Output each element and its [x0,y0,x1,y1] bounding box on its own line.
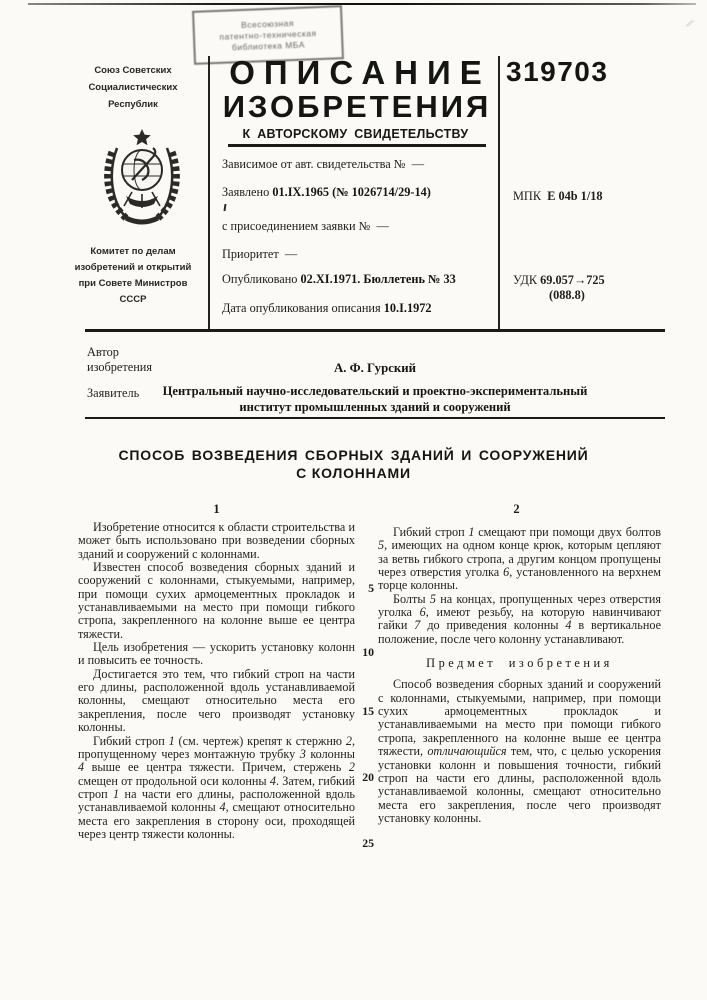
claims-paragraph: Способ возведения сборных зданий и сооружений с колоннами, стыкуемыми, например, при помощи сухих армоцементных прокладок и устанавливаемыми на место при помощи гибкого стропа, закрепленного на колонне выше ее центра тяжести, отличающийся тем, что, с целью ускорения установки колонн и повышения точности, гибкий строп на части его длины, расположенной вдоль устанавливаемой колонны, смещают относительно места его закрепления, после чего производят установку колонны. [378,677,661,825]
emblem-star [133,129,151,145]
line-number-15: 15 [362,704,374,718]
paragraph: Изобретение относится к области строительства и может быть использовано при возведении сборных зданий и сооружений с колоннами. [78,520,355,561]
committee-name [52,244,214,308]
body-column-left [78,521,355,841]
document-title-line2: ИЗОБРЕТЕНИЯ [222,89,492,124]
udk-classification-secondary: (088.8) [549,288,585,302]
header-divider-left [208,56,210,330]
column-number-1: 1 [213,502,220,516]
mpk-value: E 04b 1/18 [547,189,603,203]
section-rule-bottom [85,417,665,419]
committee-line: изобретений и открытий [74,262,192,273]
union-name-line: Социалистических [88,82,178,93]
line-number-5: 5 [368,581,374,595]
author-label-line: изобретения [87,360,153,374]
field-dependent-certificate [222,157,494,172]
paragraph: Цель изобретения — ускорить установку колонн и повысить ее точность. [78,640,355,668]
union-name-line: Союз Советских [94,65,172,76]
committee-line: СССР [119,294,147,305]
field-value: — [376,219,389,233]
mpk-label: МПК [513,189,542,203]
committee-line: при Совете Министров [78,278,188,289]
field-joined-application [222,219,494,234]
field-priority [222,247,494,262]
field-label: Заявлено [222,185,270,199]
ussr-coat-of-arms-icon [96,126,188,232]
applicant-label: Заявитель [87,386,140,400]
section-rule-top [85,329,665,332]
ink-artifact [224,204,227,211]
union-name-line: Республик [108,99,158,110]
union-name [58,62,208,113]
paragraph: Известен способ возведения сборных зданий и сооружений с колоннами, стыкуемыми, например, при помощи сухих армоцементных прокладок и устанавливаемыми на место при помощи гибкого стропа, закрепленного на колонне выше ее центра тяжести. [78,560,355,641]
patent-number: 319703 [506,56,609,87]
field-label: с присоединением заявки № [222,219,371,233]
applicant-name-line2: институт промышленных зданий и сооружений [239,400,511,414]
invention-title-line1: СПОСОБ ВОЗВЕДЕНИЯ СБОРНЫХ ЗДАНИЙ И СООРУЖЕНИЙ [118,447,589,463]
invention-title-line2: С КОЛОННАМИ [296,465,411,481]
field-value: 01.IX.1965 (№ 1026714/29-14) [272,185,431,199]
claims-heading: Предмет изобретения [426,656,613,671]
body-column-right [378,526,661,825]
author-label-line: Автор [87,345,119,359]
field-description-date [222,301,494,316]
stamp-line: библиотека МБА [231,39,306,52]
field-label: Дата опубликования описания [222,301,381,315]
field-label: Зависимое от авт. свидетельства № [222,157,406,171]
scan-corner-artifact: ⁄⁄ [686,17,693,31]
paragraph: Болты 5 на концах, пропущенных через отверстия уголка 6, имеют резьбу, на которую навинчивают гайки 7 до приведения колонны 4 в вертикальное положение, после чего колонну устанавливают. [378,591,661,646]
applicant-name-line1: Центральный научно-исследовательский и проектно-экспериментальный [162,384,588,398]
field-label: Опубликовано [222,272,298,286]
column-number-2: 2 [513,502,520,516]
committee-line: Комитет по делам [90,246,176,257]
line-number-25: 25 [362,836,374,850]
udk-classification [513,273,605,288]
field-published [222,272,494,287]
header-divider-right [498,56,500,330]
field-label: Приоритет [222,247,279,261]
udk-label: УДК [513,273,538,287]
line-number-10: 10 [362,645,374,659]
field-value: 02.XI.1971. Бюллетень № 33 [300,272,456,286]
field-value: — [411,157,424,171]
paragraph: Гибкий строп 1 смещают при помощи двух болтов 5, имеющих на одном конце крюк, которым цепляют за ветвь гибкого стропа, а другим концом пропущены через отверстия уголка 6, установленного на верхнем торце колонны. [378,525,661,593]
field-filed-date [222,185,494,200]
document-subtitle: К АВТОРСКОМУ СВИДЕТЕЛЬСТВУ [242,127,469,141]
author-name: А. Ф. Гурский [334,361,416,375]
mpk-classification [513,189,603,204]
paragraph: Гибкий строп 1 (см. чертеж) крепят к стержню 2, пропущенному через монтажную трубку 3 колонны 4 выше ее центра тяжести. Причем, стержень 2 смещен от продольной оси колонны 4. Затем, гибкий строп 1 на части его длины, расположенной вдоль устанавливаемой колонны 4, смещают относительно места его закрепления в сторону оси, проходящей через центр тяжести колонны. [78,733,355,841]
udk-value: 69.057→725 [540,273,605,287]
scan-edge-line [28,3,696,5]
paragraph: Достигается это тем, что гибкий строп на части его длины, расположенной вдоль устанавливаемой колонны, смещают относительно места его закрепления, после чего производят установку колонны. [78,666,355,735]
field-value: — [284,247,298,261]
stamp-line: патентно-техническая [219,27,317,42]
document-title-line1: ОПИСАНИЕ [229,54,491,91]
field-value: 10.I.1972 [383,301,432,315]
stamp-line: Всесоюзная [240,17,295,30]
subtitle-underline [228,144,486,147]
line-number-20: 20 [362,770,374,784]
